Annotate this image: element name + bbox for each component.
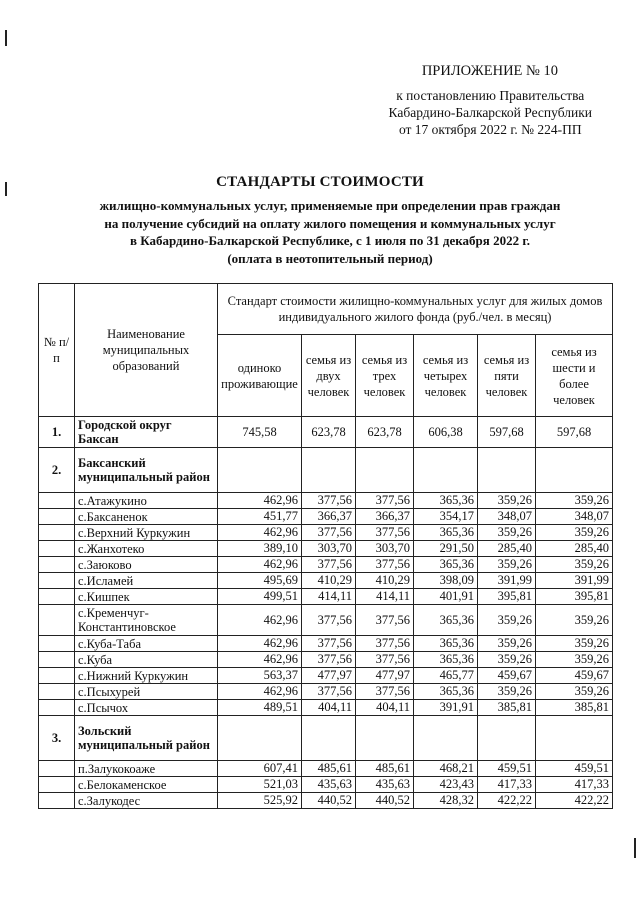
cost-value: 389,10 bbox=[218, 541, 302, 557]
row-number bbox=[39, 761, 75, 777]
cost-value: 395,81 bbox=[478, 589, 536, 605]
subtitle-line: на получение субсидий на оплату жилого помещения и коммунальных услуг bbox=[104, 215, 556, 231]
table-row bbox=[39, 761, 613, 777]
cost-value: 459,51 bbox=[478, 761, 536, 777]
cost-value: 495,69 bbox=[218, 573, 302, 589]
table-row bbox=[39, 793, 613, 809]
cost-value: 477,97 bbox=[356, 668, 414, 684]
cost-value: 401,91 bbox=[414, 589, 478, 605]
cost-value: 377,56 bbox=[356, 652, 414, 668]
header-family-6: семья из шести и более человек bbox=[536, 335, 613, 417]
cost-value bbox=[536, 448, 613, 493]
table-row bbox=[39, 777, 613, 793]
municipality-name: с.Нижний Куркужин bbox=[75, 668, 218, 684]
cost-value: 499,51 bbox=[218, 589, 302, 605]
cost-value: 348,07 bbox=[478, 509, 536, 525]
cost-value: 359,26 bbox=[478, 636, 536, 652]
cost-value: 377,56 bbox=[302, 493, 356, 509]
document-subtitle bbox=[40, 197, 620, 267]
cost-value: 285,40 bbox=[536, 541, 613, 557]
cost-value: 377,56 bbox=[356, 557, 414, 573]
municipality-name: с.Заюково bbox=[75, 557, 218, 573]
cost-value: 377,56 bbox=[356, 636, 414, 652]
municipality-name: с.Белокаменское bbox=[75, 777, 218, 793]
cost-value: 404,11 bbox=[302, 700, 356, 716]
cost-value: 359,26 bbox=[536, 652, 613, 668]
cost-value: 377,56 bbox=[356, 493, 414, 509]
table-row bbox=[39, 605, 613, 636]
table-body bbox=[39, 417, 613, 809]
table-row bbox=[39, 589, 613, 605]
cost-value: 404,11 bbox=[356, 700, 414, 716]
cost-value: 462,96 bbox=[218, 636, 302, 652]
cost-value: 462,96 bbox=[218, 684, 302, 700]
cost-value: 359,26 bbox=[536, 605, 613, 636]
municipality-name: с.Псычох bbox=[75, 700, 218, 716]
row-number bbox=[39, 541, 75, 557]
cost-value: 365,36 bbox=[414, 605, 478, 636]
row-number bbox=[39, 668, 75, 684]
header-standard-group: Стандарт стоимости жилищно-коммунальных услуг для жилых домов индивидуального жилого фонда (руб./чел. в месяц) bbox=[218, 284, 613, 335]
cost-value: 391,91 bbox=[414, 700, 478, 716]
municipality-name: п.Залукокоаже bbox=[75, 761, 218, 777]
cost-value: 468,21 bbox=[414, 761, 478, 777]
table-row bbox=[39, 700, 613, 716]
cost-value bbox=[356, 448, 414, 493]
decree-line: от 17 октября 2022 г. № 224-ПП bbox=[398, 122, 582, 137]
municipality-name: Городской округ Баксан bbox=[75, 417, 218, 448]
cost-value: 377,56 bbox=[302, 684, 356, 700]
cost-value: 365,36 bbox=[414, 652, 478, 668]
cost-value: 365,36 bbox=[414, 557, 478, 573]
row-number: 2. bbox=[39, 448, 75, 493]
header-family-2: семья из двух человек bbox=[302, 335, 356, 417]
cost-value: 440,52 bbox=[356, 793, 414, 809]
municipality-name: с.Залукодес bbox=[75, 793, 218, 809]
cost-value: 414,11 bbox=[302, 589, 356, 605]
row-number bbox=[39, 793, 75, 809]
cost-value: 462,96 bbox=[218, 605, 302, 636]
cost-value: 414,11 bbox=[356, 589, 414, 605]
cost-value bbox=[478, 716, 536, 761]
cost-value: 422,22 bbox=[478, 793, 536, 809]
cost-value: 365,36 bbox=[414, 636, 478, 652]
cost-value: 391,99 bbox=[536, 573, 613, 589]
cost-value: 462,96 bbox=[218, 493, 302, 509]
cost-value: 489,51 bbox=[218, 700, 302, 716]
cost-value: 365,36 bbox=[414, 525, 478, 541]
municipality-name: с.Атажукино bbox=[75, 493, 218, 509]
subtitle-line: жилищно-коммунальных услуг, применяемые при определении прав граждан bbox=[99, 198, 561, 213]
municipality-name: Баксанский муниципальный район bbox=[75, 448, 218, 493]
cost-value bbox=[302, 716, 356, 761]
municipality-name: Зольский муниципальный район bbox=[75, 716, 218, 761]
cost-value: 423,43 bbox=[414, 777, 478, 793]
cost-value: 359,26 bbox=[478, 652, 536, 668]
cost-value: 385,81 bbox=[478, 700, 536, 716]
cost-value: 303,70 bbox=[356, 541, 414, 557]
cost-value: 359,26 bbox=[536, 684, 613, 700]
cost-value: 410,29 bbox=[356, 573, 414, 589]
cost-value: 435,63 bbox=[302, 777, 356, 793]
cost-value: 377,56 bbox=[302, 605, 356, 636]
table-row bbox=[39, 557, 613, 573]
cost-value: 359,26 bbox=[536, 636, 613, 652]
cost-value: 485,61 bbox=[356, 761, 414, 777]
cost-value: 422,22 bbox=[536, 793, 613, 809]
cost-value: 285,40 bbox=[478, 541, 536, 557]
cost-value: 303,70 bbox=[302, 541, 356, 557]
row-number bbox=[39, 700, 75, 716]
cost-value: 462,96 bbox=[218, 525, 302, 541]
appendix-label: ПРИЛОЖЕНИЕ № 10 bbox=[421, 63, 558, 79]
cost-value: 359,26 bbox=[536, 525, 613, 541]
cost-value: 377,56 bbox=[302, 557, 356, 573]
document-title: СТАНДАРТЫ СТОИМОСТИ bbox=[216, 174, 424, 190]
header-family-3: семья из трех человек bbox=[356, 335, 414, 417]
cost-value: 417,33 bbox=[478, 777, 536, 793]
table-row bbox=[39, 448, 613, 493]
table-row bbox=[39, 716, 613, 761]
row-number bbox=[39, 777, 75, 793]
cost-value: 462,96 bbox=[218, 557, 302, 573]
cost-value: 385,81 bbox=[536, 700, 613, 716]
cost-value: 366,37 bbox=[302, 509, 356, 525]
decree-reference bbox=[389, 87, 592, 138]
cost-value: 348,07 bbox=[536, 509, 613, 525]
row-number bbox=[39, 573, 75, 589]
cost-value: 359,26 bbox=[478, 605, 536, 636]
table-row bbox=[39, 525, 613, 541]
cost-value: 410,29 bbox=[302, 573, 356, 589]
cost-value: 597,68 bbox=[478, 417, 536, 448]
cost-value: 359,26 bbox=[478, 525, 536, 541]
cost-value: 462,96 bbox=[218, 652, 302, 668]
cost-value bbox=[414, 716, 478, 761]
municipality-name: с.Псыхурей bbox=[75, 684, 218, 700]
cost-value: 435,63 bbox=[356, 777, 414, 793]
scan-mark-top bbox=[5, 30, 7, 46]
header-number: № п/п bbox=[39, 284, 75, 417]
header-family-5: семья из пяти человек bbox=[478, 335, 536, 417]
municipality-name: с.Кременчуг-Константиновское bbox=[75, 605, 218, 636]
municipality-name: с.Исламей bbox=[75, 573, 218, 589]
cost-value: 607,41 bbox=[218, 761, 302, 777]
cost-value: 745,58 bbox=[218, 417, 302, 448]
cost-value: 291,50 bbox=[414, 541, 478, 557]
municipality-name: с.Верхний Куркужин bbox=[75, 525, 218, 541]
table-row bbox=[39, 493, 613, 509]
municipality-name: с.Куба bbox=[75, 652, 218, 668]
municipality-name: с.Куба-Таба bbox=[75, 636, 218, 652]
table-row bbox=[39, 541, 613, 557]
cost-value: 417,33 bbox=[536, 777, 613, 793]
cost-value bbox=[302, 448, 356, 493]
cost-value: 521,03 bbox=[218, 777, 302, 793]
cost-value: 623,78 bbox=[302, 417, 356, 448]
cost-value: 459,67 bbox=[536, 668, 613, 684]
row-number bbox=[39, 605, 75, 636]
cost-value bbox=[356, 716, 414, 761]
cost-value: 365,36 bbox=[414, 493, 478, 509]
cost-value bbox=[536, 716, 613, 761]
municipality-name: с.Баксаненок bbox=[75, 509, 218, 525]
cost-value: 377,56 bbox=[356, 684, 414, 700]
cost-value: 451,77 bbox=[218, 509, 302, 525]
header-municipality: Наименование муниципальных образований bbox=[75, 284, 218, 417]
cost-value: 398,09 bbox=[414, 573, 478, 589]
cost-value: 597,68 bbox=[536, 417, 613, 448]
cost-value: 428,32 bbox=[414, 793, 478, 809]
cost-value: 477,97 bbox=[302, 668, 356, 684]
cost-value: 459,51 bbox=[536, 761, 613, 777]
row-number bbox=[39, 525, 75, 541]
row-number bbox=[39, 636, 75, 652]
cost-value: 377,56 bbox=[302, 636, 356, 652]
row-number bbox=[39, 652, 75, 668]
municipality-name: с.Жанхотеко bbox=[75, 541, 218, 557]
row-number: 1. bbox=[39, 417, 75, 448]
cost-value: 377,56 bbox=[356, 605, 414, 636]
cost-value: 366,37 bbox=[356, 509, 414, 525]
municipality-name: с.Кишпек bbox=[75, 589, 218, 605]
cost-value: 459,67 bbox=[478, 668, 536, 684]
header-single: одиноко проживающие bbox=[218, 335, 302, 417]
decree-line: Кабардино-Балкарской Республики bbox=[388, 105, 592, 120]
row-number bbox=[39, 684, 75, 700]
decree-line: к постановлению Правительства bbox=[396, 88, 585, 103]
table-row bbox=[39, 417, 613, 448]
cost-value: 623,78 bbox=[356, 417, 414, 448]
cost-value: 606,38 bbox=[414, 417, 478, 448]
standards-table bbox=[38, 283, 613, 809]
table-row bbox=[39, 636, 613, 652]
cost-value: 359,26 bbox=[536, 493, 613, 509]
cost-value: 359,26 bbox=[478, 557, 536, 573]
cost-value: 377,56 bbox=[356, 525, 414, 541]
cost-value: 391,99 bbox=[478, 573, 536, 589]
cost-value: 485,61 bbox=[302, 761, 356, 777]
header-family-4: семья из четырех человек bbox=[414, 335, 478, 417]
subtitle-line: (оплата в неотопительный период) bbox=[227, 250, 433, 266]
cost-value bbox=[478, 448, 536, 493]
cost-value: 359,26 bbox=[478, 684, 536, 700]
cost-value bbox=[414, 448, 478, 493]
row-number bbox=[39, 509, 75, 525]
row-number bbox=[39, 493, 75, 509]
cost-value: 354,17 bbox=[414, 509, 478, 525]
row-number bbox=[39, 589, 75, 605]
subtitle-line: в Кабардино-Балкарской Республике, с 1 июля по 31 декабря 2022 г. bbox=[129, 233, 531, 248]
cost-value bbox=[218, 716, 302, 761]
scan-mark-right bbox=[634, 838, 636, 858]
row-number: 3. bbox=[39, 716, 75, 761]
cost-value: 395,81 bbox=[536, 589, 613, 605]
cost-value: 377,56 bbox=[302, 652, 356, 668]
cost-value: 563,37 bbox=[218, 668, 302, 684]
cost-value: 377,56 bbox=[302, 525, 356, 541]
cost-value: 525,92 bbox=[218, 793, 302, 809]
table-row bbox=[39, 684, 613, 700]
cost-value bbox=[218, 448, 302, 493]
cost-value: 359,26 bbox=[478, 493, 536, 509]
cost-value: 440,52 bbox=[302, 793, 356, 809]
cost-value: 359,26 bbox=[536, 557, 613, 573]
table-row bbox=[39, 573, 613, 589]
cost-value: 465,77 bbox=[414, 668, 478, 684]
cost-value: 365,36 bbox=[414, 684, 478, 700]
table-row bbox=[39, 509, 613, 525]
row-number bbox=[39, 557, 75, 573]
table-row bbox=[39, 668, 613, 684]
table-row bbox=[39, 652, 613, 668]
